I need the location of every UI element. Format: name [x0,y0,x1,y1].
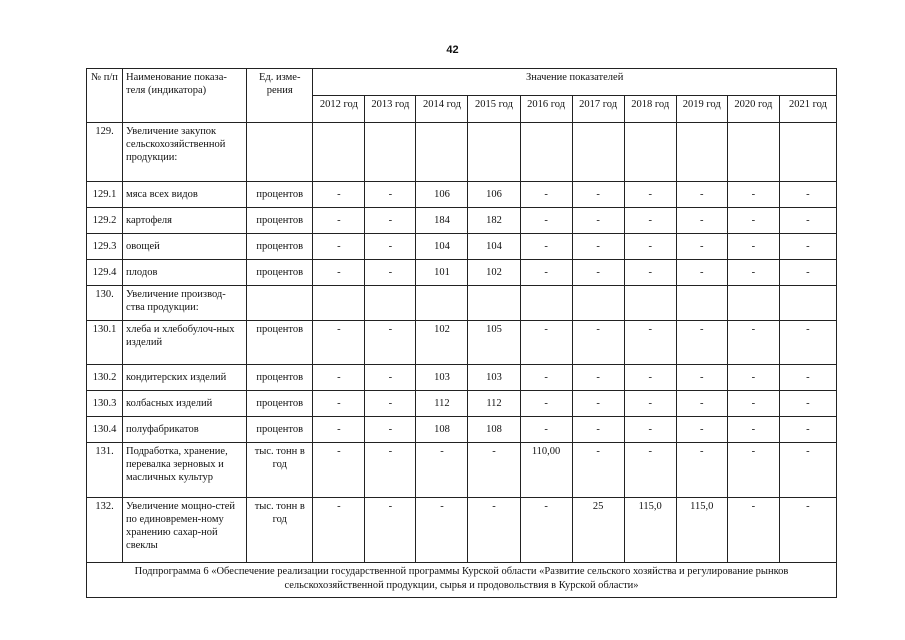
row-value [416,123,468,182]
row-value [727,286,779,321]
row-value: - [727,365,779,391]
row-value: - [727,182,779,208]
row-value: - [676,417,727,443]
row-value [313,286,365,321]
row-value: - [624,443,676,498]
row-name: колбасных изделий [123,391,247,417]
row-value: - [779,234,836,260]
row-value: - [779,498,836,563]
row-value: - [779,182,836,208]
row-value: - [468,498,520,563]
row-value: - [727,234,779,260]
row-value: - [313,208,365,234]
row-value [520,123,572,182]
header-row [87,69,837,96]
row-value: 106 [468,182,520,208]
row-value: - [624,234,676,260]
row-value: - [365,498,416,563]
header-year: 2020 год [727,96,779,123]
row-number: 130.2 [87,365,123,391]
table-row [87,391,837,417]
row-value: - [779,260,836,286]
row-value: 103 [416,365,468,391]
row-value: 184 [416,208,468,234]
row-value: 108 [416,417,468,443]
row-value: 112 [416,391,468,417]
header-year: 2019 год [676,96,727,123]
row-value [572,286,624,321]
row-number: 131. [87,443,123,498]
row-number: 130.4 [87,417,123,443]
row-value [624,123,676,182]
row-value: - [520,365,572,391]
row-number: 130. [87,286,123,321]
row-name: Увеличение мощно-стей по единовремен-ному хранению сахар-ной свеклы [123,498,247,563]
row-value [779,123,836,182]
row-value: - [676,260,727,286]
row-value: - [676,208,727,234]
row-value: - [727,498,779,563]
row-value: - [676,321,727,365]
row-value: - [572,391,624,417]
header-year: 2016 год [520,96,572,123]
table-row [87,498,837,563]
row-value: - [416,443,468,498]
header-year: 2021 год [779,96,836,123]
row-value: 110,00 [520,443,572,498]
row-value [313,123,365,182]
row-value: - [779,417,836,443]
row-value: - [313,365,365,391]
row-unit: процентов [247,321,313,365]
row-value: - [572,365,624,391]
row-value: - [572,260,624,286]
row-value: - [313,417,365,443]
row-unit: процентов [247,365,313,391]
table-row [87,443,837,498]
row-value: 101 [416,260,468,286]
row-value [676,286,727,321]
row-value: - [779,208,836,234]
row-value: - [779,321,836,365]
row-value: - [520,260,572,286]
row-value: - [727,443,779,498]
row-value: - [365,234,416,260]
row-unit: процентов [247,260,313,286]
header-year: 2014 год [416,96,468,123]
row-value: - [676,443,727,498]
row-value [779,286,836,321]
table-row [87,365,837,391]
row-number: 130.1 [87,321,123,365]
row-value: - [676,391,727,417]
row-value: - [520,391,572,417]
row-value: - [313,234,365,260]
row-value: - [468,443,520,498]
header-year: 2013 год [365,96,416,123]
row-value: - [572,417,624,443]
page-number: 42 [446,44,459,56]
row-number: 129. [87,123,123,182]
row-value [520,286,572,321]
row-value [365,286,416,321]
row-value: - [779,443,836,498]
row-value: - [313,182,365,208]
subprogram-row [87,563,837,598]
row-name: хлеба и хлебобулоч-ных изделий [123,321,247,365]
header-year: 2012 год [313,96,365,123]
row-value: - [313,498,365,563]
row-unit [247,286,313,321]
row-value: - [520,417,572,443]
row-unit: тыс. тонн в год [247,443,313,498]
row-value: - [520,321,572,365]
row-value: - [572,443,624,498]
row-value: - [572,234,624,260]
row-value: - [676,365,727,391]
table-row [87,182,837,208]
row-value [676,123,727,182]
row-value: - [624,208,676,234]
row-value: - [727,260,779,286]
row-value [727,123,779,182]
row-value: - [520,498,572,563]
row-name: полуфабрикатов [123,417,247,443]
subprogram-title: Подпрограмма 6 «Обеспечение реализации государственной программы Курской области «Развитие сельского хозяйства и регулирование рынков сельскохозяйственной продукции, сырья и продовольствия в Курской области» [87,563,837,598]
row-value: - [313,321,365,365]
row-value: 106 [416,182,468,208]
row-value: - [727,208,779,234]
row-unit [247,123,313,182]
row-number: 130.3 [87,391,123,417]
row-value: - [313,260,365,286]
row-value: 102 [416,321,468,365]
row-name: картофеля [123,208,247,234]
table-row [87,123,837,182]
row-value: 25 [572,498,624,563]
row-unit: процентов [247,182,313,208]
row-value: - [624,182,676,208]
row-value [624,286,676,321]
table-row [87,234,837,260]
row-value: 104 [468,234,520,260]
row-number: 129.3 [87,234,123,260]
table-row [87,260,837,286]
row-value: - [572,182,624,208]
row-name: плодов [123,260,247,286]
row-value: - [365,321,416,365]
row-value: 103 [468,365,520,391]
row-value: - [572,321,624,365]
row-name: Увеличение производ-ства продукции: [123,286,247,321]
row-value: - [572,208,624,234]
row-value: 105 [468,321,520,365]
row-value: 108 [468,417,520,443]
row-value: - [520,208,572,234]
row-unit: процентов [247,208,313,234]
header-name: Наименование показа-теля (индикатора) [123,69,247,123]
row-number: 129.2 [87,208,123,234]
header-unit: Ед. изме-рения [247,69,313,123]
row-value: - [727,321,779,365]
row-value [365,123,416,182]
row-value: 104 [416,234,468,260]
row-value: - [676,234,727,260]
row-value: - [676,182,727,208]
table-row [87,286,837,321]
row-name: мяса всех видов [123,182,247,208]
row-value: - [365,443,416,498]
row-value: 115,0 [624,498,676,563]
row-value: - [727,417,779,443]
row-value: - [779,365,836,391]
row-unit: процентов [247,391,313,417]
row-value: - [624,260,676,286]
row-value: - [365,182,416,208]
row-value: - [365,260,416,286]
row-unit: процентов [247,234,313,260]
row-unit: процентов [247,417,313,443]
row-unit: тыс. тонн в год [247,498,313,563]
row-value: - [416,498,468,563]
row-value: - [779,391,836,417]
row-value: - [624,391,676,417]
row-value: - [520,182,572,208]
row-value [468,123,520,182]
row-value: - [520,234,572,260]
row-name: Подработка, хранение, перевалка зерновых и масличных культур [123,443,247,498]
header-values: Значение показателей [313,69,837,96]
row-value: - [624,417,676,443]
header-year: 2018 год [624,96,676,123]
row-value: - [365,391,416,417]
indicators-table [86,68,837,598]
row-value: - [365,208,416,234]
row-value: - [624,365,676,391]
row-value: - [313,391,365,417]
table-row [87,208,837,234]
header-year: 2017 год [572,96,624,123]
row-value: - [624,321,676,365]
row-number: 129.4 [87,260,123,286]
row-name: кондитерских изделий [123,365,247,391]
row-value: - [727,391,779,417]
table-row [87,417,837,443]
row-value: 182 [468,208,520,234]
row-value: - [313,443,365,498]
row-value: 102 [468,260,520,286]
header-year: 2015 год [468,96,520,123]
row-value [572,123,624,182]
row-value: - [365,417,416,443]
row-number: 129.1 [87,182,123,208]
row-value [468,286,520,321]
row-value: - [365,365,416,391]
table-row [87,321,837,365]
row-number: 132. [87,498,123,563]
row-name: овощей [123,234,247,260]
row-name: Увеличение закупок сельскохозяйственной продукции: [123,123,247,182]
row-value [416,286,468,321]
row-value: 112 [468,391,520,417]
header-no: № п/п [87,69,123,123]
row-value: 115,0 [676,498,727,563]
